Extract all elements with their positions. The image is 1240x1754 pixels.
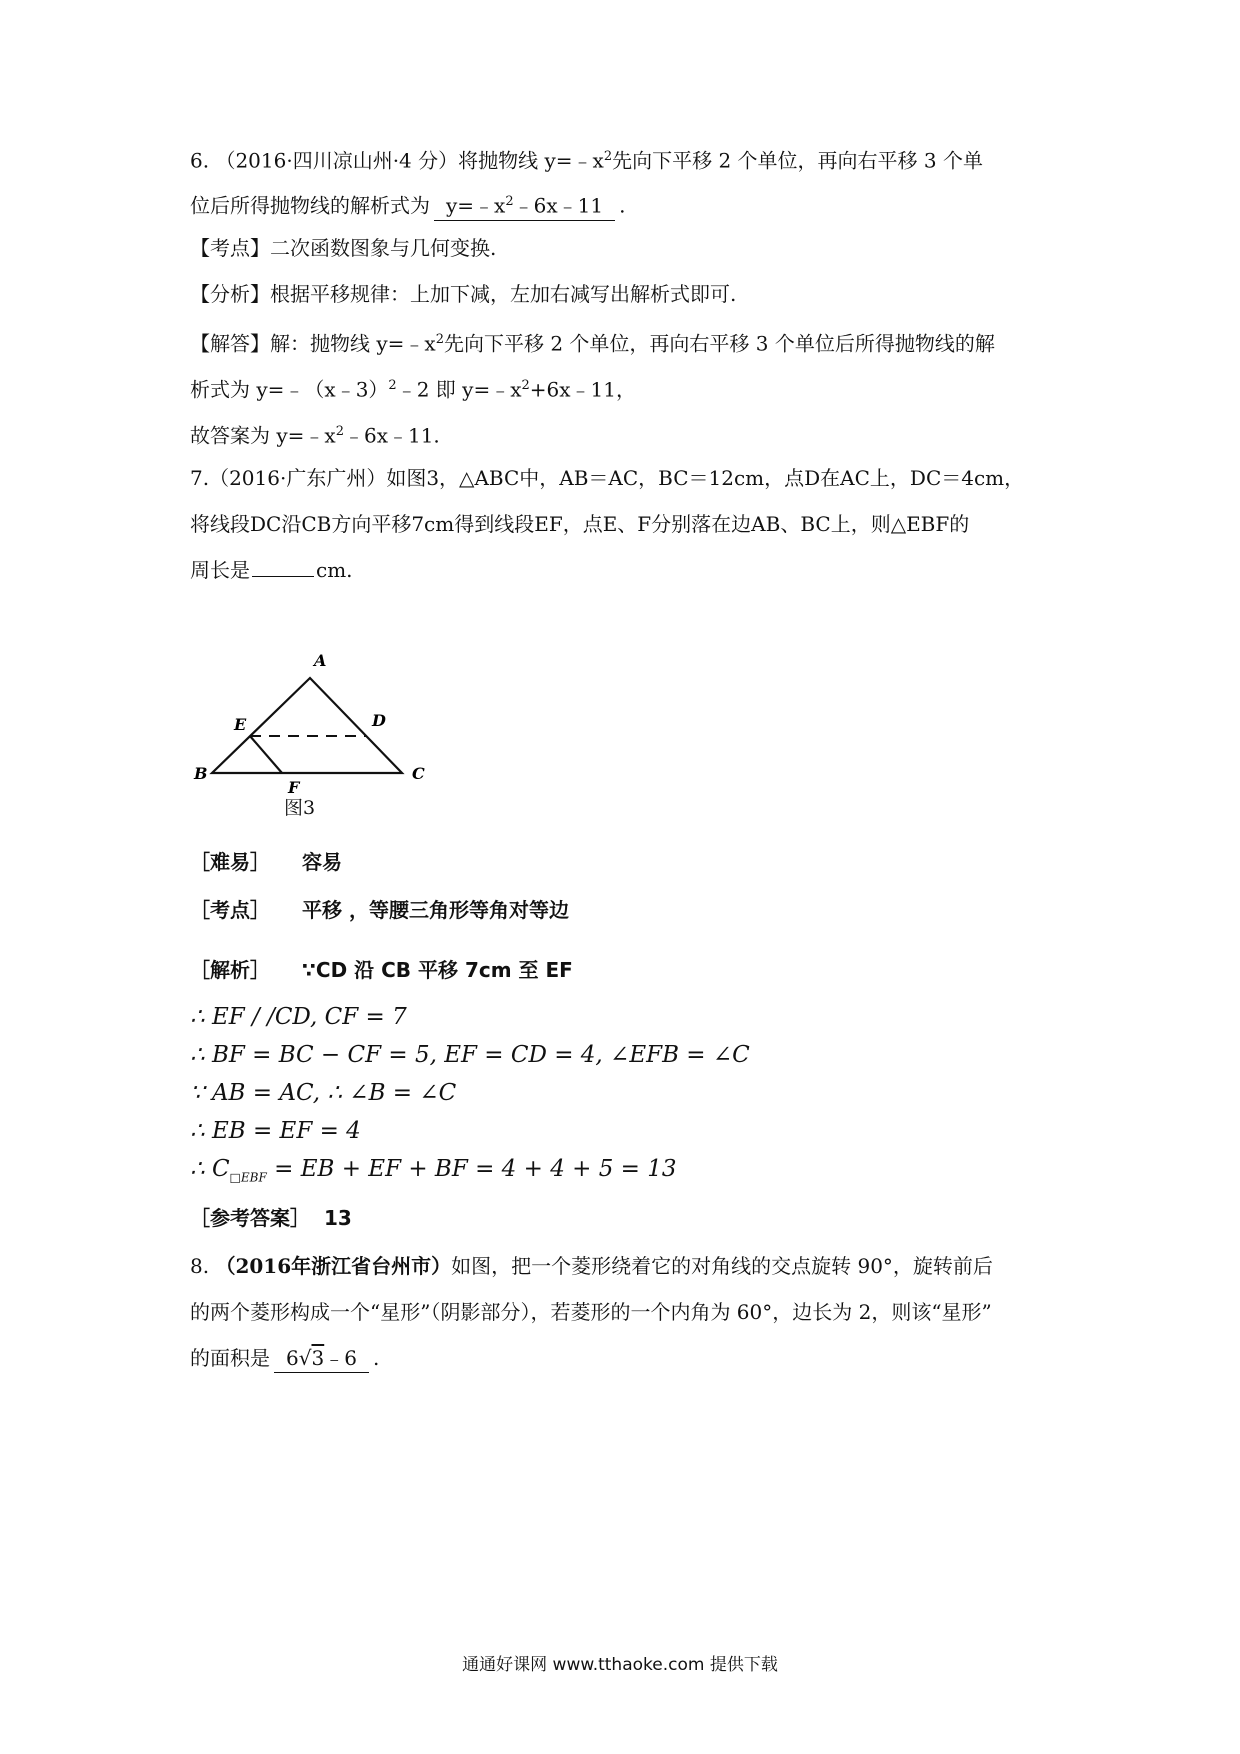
exponent: 2	[505, 194, 514, 209]
math-text: ∴ C	[190, 1156, 230, 1182]
q6-final	[190, 418, 1060, 450]
math-line-5	[190, 1155, 1060, 1192]
label-a: A	[314, 651, 327, 670]
segment-ef	[250, 736, 282, 773]
q6-text: .	[619, 193, 626, 218]
q6-text: ﹣6x﹣11.	[343, 423, 440, 448]
q7-jiexi	[190, 956, 1060, 984]
jiexi-tag: ［解析］	[190, 958, 270, 982]
math-line-2: ∴ BF = BC − CF = 5, EF = CD = 4, ∠EFB = ∠C	[190, 1042, 750, 1068]
label-e: E	[234, 715, 247, 734]
q7-answer	[190, 1204, 1060, 1232]
label-b: B	[194, 764, 208, 783]
math-line-4: ∴ EB = EF = 4	[190, 1118, 361, 1144]
q8-line-1	[190, 1252, 1060, 1280]
answer-part: y=﹣x	[446, 193, 506, 218]
q6-line-2	[190, 188, 1060, 221]
q6-text: ﹣2 即 y=﹣x	[396, 377, 522, 402]
footer-watermark: 通通好课网 www.tthaoke.com 提供下载	[462, 1655, 778, 1675]
label-d: D	[372, 711, 386, 730]
q8-line-2: 的两个菱形构成一个“星形”（阴影部分），若菱形的一个内角为 60°，边长为 2，则该“星形”	[190, 1300, 992, 1324]
q6-text: 故答案为 y=﹣x	[190, 423, 336, 448]
q8-source: （2016年浙江省台州市）	[215, 1254, 452, 1278]
q8-text: 的面积是	[190, 1346, 270, 1370]
q6-text: 位后所得抛物线的解析式为	[190, 193, 430, 218]
q8-line-3	[190, 1344, 1060, 1373]
q6-text: 【解答】解：抛物线 y=﹣x	[190, 331, 436, 356]
answer-value: 13	[323, 1206, 352, 1230]
q8-text: 如图，把一个菱形绕着它的对角线的交点旋转 90°，旋转前后	[451, 1254, 993, 1278]
answer-part: 6	[286, 1346, 299, 1370]
q6-text: 析式为 y=﹣（x﹣3）	[190, 377, 389, 402]
math-text: = EB + EF + BF = 4 + 4 + 5 = 13	[266, 1156, 677, 1182]
q6-text: 6. （2016·四川凉山州·4 分）将抛物线 y=﹣x	[190, 148, 604, 173]
exponent: 2	[435, 332, 444, 347]
radicand: 3	[311, 1346, 325, 1370]
q6-fenxi: 【分析】根据平移规律：上加下减，左加右减写出解析式即可.	[190, 282, 737, 306]
q6-text: 先向下平移 2 个单位，再向右平移 3 个单	[612, 148, 983, 173]
kaodian-tag: ［考点］	[190, 898, 270, 922]
q6-text: +6x﹣11，	[529, 377, 636, 402]
q8-text: 8.	[190, 1254, 216, 1278]
label-f: F	[288, 778, 300, 797]
math-line-3: ∵ AB = AC, ∴ ∠B = ∠C	[190, 1080, 457, 1106]
nanyi-value: 容易	[302, 850, 342, 874]
answer-part: ﹣6x﹣11	[513, 193, 604, 218]
exponent: 2	[521, 378, 530, 393]
sqrt-sign: √	[298, 1346, 312, 1370]
kaodian-value: 平移 ，等腰三角形等角对等边	[302, 898, 569, 922]
nanyi-tag: ［难易］	[190, 850, 270, 874]
q7-line-3	[190, 556, 1060, 584]
answer-tag: ［参考答案］	[190, 1206, 310, 1230]
q7-nanyi	[190, 848, 1060, 876]
subscript: □EBF	[229, 1170, 267, 1185]
q7-text: 周长是	[190, 558, 250, 582]
exponent: 2	[335, 424, 344, 439]
q6-answer	[434, 188, 615, 221]
label-c: C	[412, 764, 425, 783]
q6-jieda-1	[190, 326, 1060, 358]
exponent: 2	[603, 149, 613, 164]
q7-line-2: 将线段DC沿CB方向平移7cm得到线段EF，点E、F分别落在边AB、BC上，则△EBF的	[190, 512, 970, 536]
q7-kaodian	[190, 896, 1060, 924]
q7-line-1: 7.（2016·广东广州）如图3，△ABC中，AB＝AC，BC＝12cm，点D在AC上，DC＝4cm，	[190, 466, 1025, 490]
q6-jieda-2	[190, 372, 1060, 404]
answer-blank	[252, 576, 314, 577]
q6-line-1	[190, 143, 1060, 175]
q6-text: 先向下平移 2 个单位，再向右平移 3 个单位后所得抛物线的解	[443, 331, 995, 356]
figure-caption: 图3	[284, 797, 316, 819]
exponent: 2	[388, 378, 397, 393]
q8-text: .	[372, 1346, 380, 1370]
answer-part: ﹣6	[324, 1346, 357, 1370]
q6-kaodian: 【考点】二次函数图象与几何变换.	[190, 236, 497, 260]
math-line-1: ∴ EF / /CD, CF = 7	[190, 1004, 407, 1030]
q8-answer	[274, 1344, 369, 1373]
jiexi-value: ∵CD 沿 CB 平移 7cm 至 EF	[302, 958, 573, 982]
q7-text: cm.	[316, 558, 353, 582]
